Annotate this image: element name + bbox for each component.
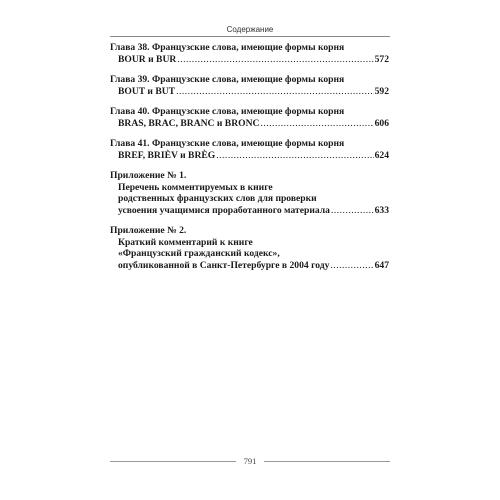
toc-entry-subtitle-line: Перечень комментируемых в книге [118, 181, 273, 193]
toc-page-number: 572 [374, 53, 389, 65]
toc-entry-subtitle-line: усвоения учащимися проработанного материала [118, 204, 330, 216]
dot-leader [177, 54, 373, 66]
toc-entry-root-forms: BOUT и BUT [118, 85, 176, 97]
toc-entry-last-line [110, 118, 389, 130]
dot-leader [260, 118, 373, 130]
page-footer [110, 456, 390, 466]
header-rule [110, 36, 390, 37]
footer-rule-left [110, 461, 236, 462]
toc-page-number: 647 [374, 259, 389, 271]
toc-entry-title: Приложение № 2. [110, 225, 187, 236]
dot-leader [176, 86, 374, 98]
toc-entry-root-forms: BOUR и BUR [118, 53, 177, 65]
table-of-contents [110, 42, 389, 271]
toc-entry-title: Приложение № 1. [110, 170, 187, 181]
footer-page-number: 791 [243, 456, 257, 466]
footer-rule-right [264, 461, 390, 462]
toc-entry-chapter-38 [110, 42, 389, 65]
toc-entry-appendix-2 [110, 225, 389, 271]
toc-entry-chapter-40 [110, 106, 389, 129]
toc-entry-title: Глава 41. Французские слова, имеющие формы корня [110, 138, 345, 149]
dot-leader [330, 260, 373, 272]
toc-page-number: 624 [374, 149, 389, 161]
running-header: Содержание [226, 25, 274, 34]
toc-entry-chapter-39 [110, 74, 389, 97]
dot-leader [216, 150, 373, 162]
toc-entry-subtitle-line: Краткий комментарий к книге [118, 236, 253, 248]
toc-entry-subtitle-line: «Французский гражданский кодекс», [118, 248, 280, 259]
toc-page-number: 592 [374, 85, 389, 97]
toc-entry-chapter-41 [110, 138, 389, 161]
toc-entry-root-forms: BREF, BRIÈV и BRÈG [118, 149, 216, 161]
toc-entry-title: Глава 38. Французские слова, имеющие формы корня [110, 42, 345, 53]
toc-entry-title: Глава 39. Французские слова, имеющие формы корня [110, 74, 345, 85]
dot-leader [331, 205, 374, 217]
toc-entry-title: Глава 40. Французские слова, имеющие формы корня [110, 106, 345, 117]
toc-entry-last-line [110, 86, 389, 98]
toc-entry-subtitle-line: родственных французских слов для проверки [118, 193, 317, 204]
toc-entry-last-line [110, 205, 389, 217]
toc-entry-last-line [110, 54, 389, 66]
toc-entry-root-forms: BRAS, BRAC, BRANC и BRONC [118, 117, 260, 129]
toc-entry-last-line [110, 260, 389, 272]
toc-entry-appendix-1 [110, 170, 389, 216]
toc-entry-last-line [110, 150, 389, 162]
toc-entry-subtitle-line: опубликованной в Санкт-Петербурге в 2004 году [118, 259, 330, 271]
toc-page-number: 606 [374, 117, 389, 129]
toc-page-number: 633 [374, 204, 389, 216]
